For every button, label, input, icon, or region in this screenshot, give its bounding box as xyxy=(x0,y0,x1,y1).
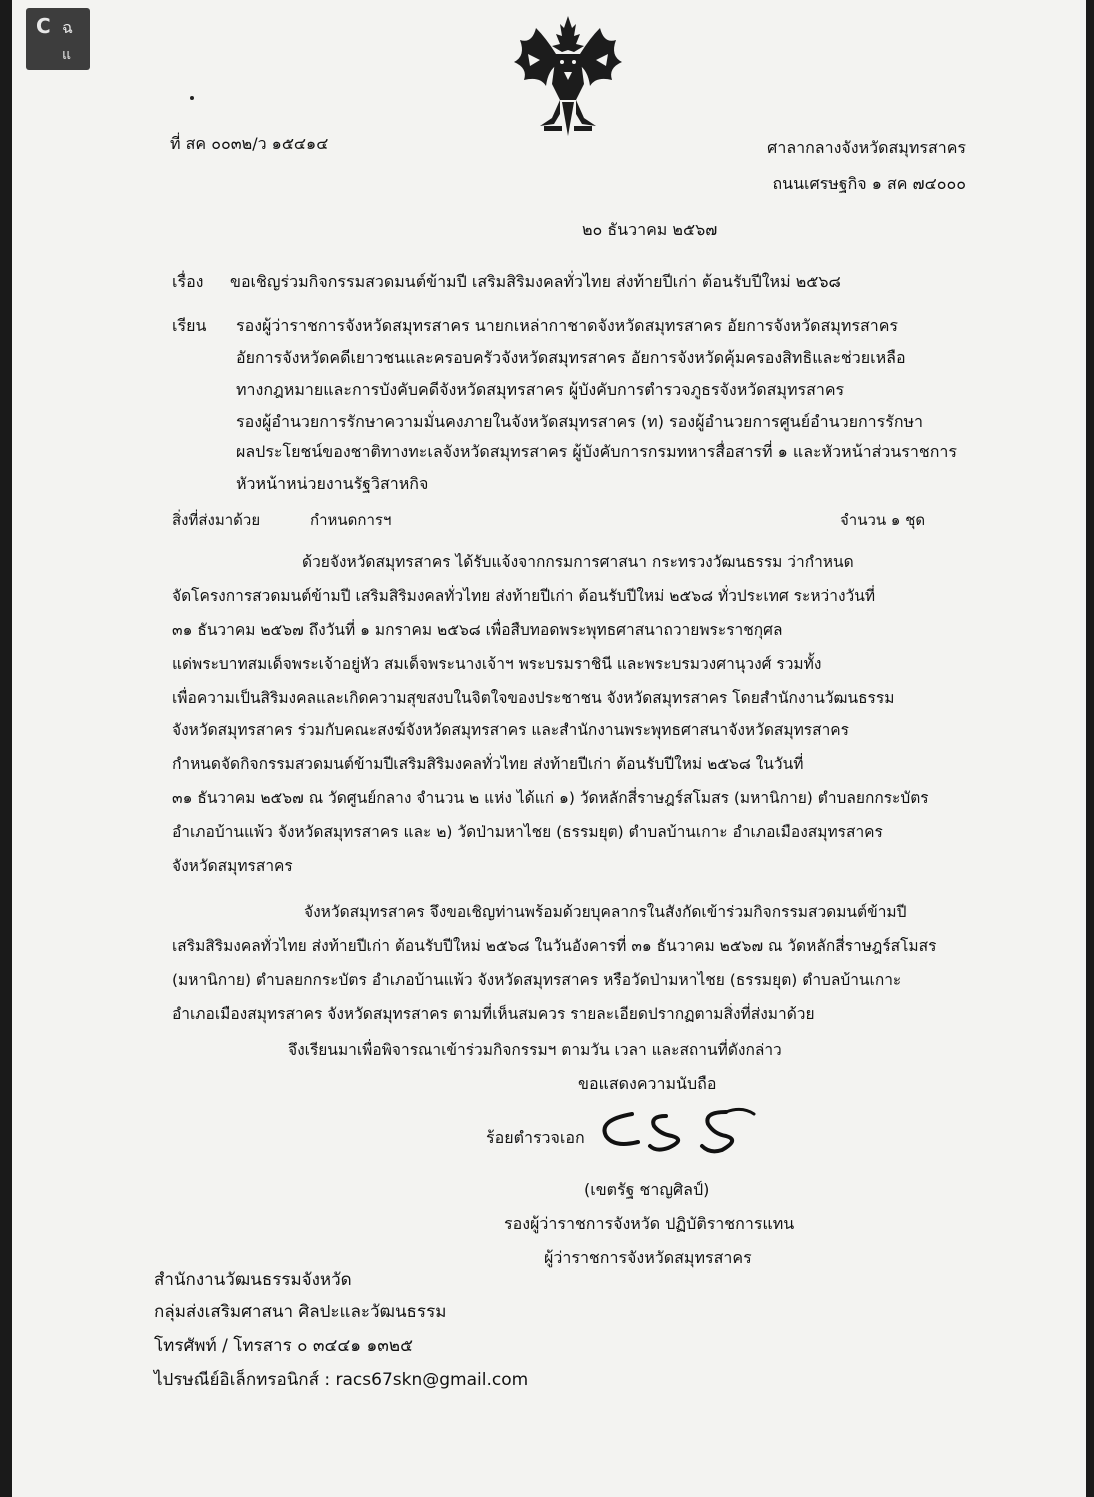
body-line: แด่พระบาทสมเด็จพระเจ้าอยู่หัว สมเด็จพระนางเจ้าฯ พระบรมราชินี และพระบรมวงศานุวงศ์ รวมทั้ง xyxy=(172,655,822,673)
office-phone: โทรศัพท์ / โทรสาร ๐ ๓๔๔๑ ๑๓๒๕ xyxy=(154,1336,413,1356)
body-line: จัดโครงการสวดมนต์ข้ามปี เสริมสิริมงคลทั่วไทย ส่งท้ายปีเก่า ต้อนรับปีใหม่ ๒๕๖๘ ทั่วประเทศ ระหว่างวันที่ xyxy=(172,587,876,605)
body-line: เสริมสิริมงคลทั่วไทย ส่งท้ายปีเก่า ต้อนรับปีใหม่ ๒๕๖๘ ในวันอังคารที่ ๓๑ ธันวาคม ๒๕๖๗ ณ วัดหลักสี่ราษฎร์สโมสร xyxy=(172,937,937,955)
body-line: ด้วยจังหวัดสมุทรสาคร ได้รับแจ้งจากกรมการศาสนา กระทรวงวัฒนธรรม ว่ากำหนด xyxy=(302,553,854,571)
enclosure-count: จำนวน ๑ ชุด xyxy=(840,511,926,529)
signer-title-2: ผู้ว่าราชการจังหวัดสมุทรสาคร xyxy=(544,1248,752,1267)
body-line: (มหานิกาย) ตำบลยกกระบัตร อำเภอบ้านแพ้ว จังหวัดสมุทรสาคร หรือวัดป่ามหาไชย (ธรรมยุต) ตำบลบ้านเกาะ xyxy=(172,971,902,989)
subject-text: ขอเชิญร่วมกิจกรรมสวดมนต์ข้ามปี เสริมสิริมงคลทั่วไทย ส่งท้ายปีเก่า ต้อนรับปีใหม่ ๒๕๖๘ xyxy=(230,272,841,291)
sender-address-line-2: ถนนเศรษฐกิจ ๑ สค ๗๔๐๐๐ xyxy=(772,174,966,193)
signer-rank: ร้อยตำรวจเอก xyxy=(486,1128,585,1147)
body-line: อำเภอเมืองสมุทรสาคร จังหวัดสมุทรสาคร ตามที่เห็นสมควร รายละเอียดปรากฏตามสิ่งที่ส่งมาด้วย xyxy=(172,1005,815,1023)
letter-date: ๒๐ ธันวาคม ๒๕๖๗ xyxy=(582,220,718,239)
stamp-line-1: ฉ xyxy=(62,18,73,37)
signer-title-1: รองผู้ว่าราชการจังหวัด ปฏิบัติราชการแทน xyxy=(504,1214,795,1233)
ink-dot xyxy=(190,96,194,100)
closing-salutation: ขอแสดงความนับถือ xyxy=(578,1074,717,1093)
office-email: ไปรษณีย์อิเล็กทรอนิกส์ : racs67skn@gmail.com xyxy=(154,1370,529,1390)
body-line: ๓๑ ธันวาคม ๒๕๖๗ ณ วัดศูนย์กลาง จำนวน ๒ แห่ง ได้แก่ ๑) วัดหลักสี่ราษฎร์สโมสร (มหานิกาย) ตำบลยกกระบัตร xyxy=(172,789,929,807)
recipient-line: หัวหน้าหน่วยงานรัฐวิสาหกิจ xyxy=(236,474,429,493)
stamp-mark: C xyxy=(36,14,51,38)
enclosure-item: กำหนดการฯ xyxy=(310,511,392,529)
office-name: สำนักงานวัฒนธรรมจังหวัด xyxy=(154,1270,352,1290)
corner-stamp xyxy=(26,8,90,70)
reference-number: ที่ สค ๐๐๓๒/ว ๑๕๔๑๔ xyxy=(170,134,329,153)
stamp-line-2: แ xyxy=(62,47,72,63)
office-division: กลุ่มส่งเสริมศาสนา ศิลปะและวัฒนธรรม xyxy=(154,1302,447,1322)
body-line: จังหวัดสมุทรสาคร ร่วมกับคณะสงฆ์จังหวัดสมุทรสาคร และสำนักงานพระพุทธศาสนาจังหวัดสมุทรสาคร xyxy=(172,721,849,739)
sender-address-line-1: ศาลากลางจังหวัดสมุทรสาคร xyxy=(767,138,966,157)
handwritten-signature xyxy=(592,1102,772,1158)
subject-label: เรื่อง xyxy=(172,272,204,291)
recipient-label: เรียน xyxy=(172,316,207,335)
recipient-line: รองผู้อำนวยการรักษาความมั่นคงภายในจังหวัดสมุทรสาคร (ท) รองผู้อำนวยการศูนย์อำนวยการรักษา xyxy=(236,412,924,431)
recipient-line: อัยการจังหวัดคดีเยาวชนและครอบครัวจังหวัดสมุทรสาคร อัยการจังหวัดคุ้มครองสิทธิและช่วยเหลือ xyxy=(236,348,906,367)
recipient-line: ทางกฎหมายและการบังคับคดีจังหวัดสมุทรสาคร ผู้บังคับการตำรวจภูธรจังหวัดสมุทรสาคร xyxy=(236,380,845,399)
signer-name: (เขตรัฐ ชาญศิลป์) xyxy=(584,1180,710,1199)
enclosure-label: สิ่งที่ส่งมาด้วย xyxy=(172,511,261,529)
body-line: จังหวัดสมุทรสาคร จึงขอเชิญท่านพร้อมด้วยบุคลากรในสังกัดเข้าร่วมกิจกรรมสวดมนต์ข้ามปี xyxy=(304,903,907,921)
body-line: จังหวัดสมุทรสาคร xyxy=(172,857,293,875)
body-line: กำหนดจัดกิจกรรมสวดมนต์ข้ามปีเสริมสิริมงคลทั่วไทย ส่งท้ายปีเก่า ต้อนรับปีใหม่ ๒๕๖๘ ในวันที่ xyxy=(172,755,804,773)
body-line: เพื่อความเป็นสิริมงคลและเกิดความสุขสงบในจิตใจของประชาชน จังหวัดสมุทรสาคร โดยสำนักงานวัฒนธรรม xyxy=(172,689,895,707)
recipient-line: รองผู้ว่าราชการจังหวัดสมุทรสาคร นายกเหล่ากาชาดจังหวัดสมุทรสาคร อัยการจังหวัดสมุทรสาคร xyxy=(236,316,899,335)
body-line: จึงเรียนมาเพื่อพิจารณาเข้าร่วมกิจกรรมฯ ตามวัน เวลา และสถานที่ดังกล่าว xyxy=(288,1041,782,1059)
recipient-line: ผลประโยชน์ของชาติทางทะเลจังหวัดสมุทรสาคร ผู้บังคับการกรมทหารสื่อสารที่ ๑ และหัวหน้าส่วนราชการ xyxy=(236,442,957,461)
garuda-emblem-icon xyxy=(506,14,630,142)
body-line: ๓๑ ธันวาคม ๒๕๖๗ ถึงวันที่ ๑ มกราคม ๒๕๖๘ เพื่อสืบทอดพระพุทธศาสนาถวายพระราชกุศล xyxy=(172,621,783,639)
body-line: อำเภอบ้านแพ้ว จังหวัดสมุทรสาคร และ ๒) วัดป่ามหาไชย (ธรรมยุต) ตำบลบ้านเกาะ อำเภอเมืองสมุทรสาคร xyxy=(172,823,883,841)
document-page xyxy=(12,0,1086,1497)
